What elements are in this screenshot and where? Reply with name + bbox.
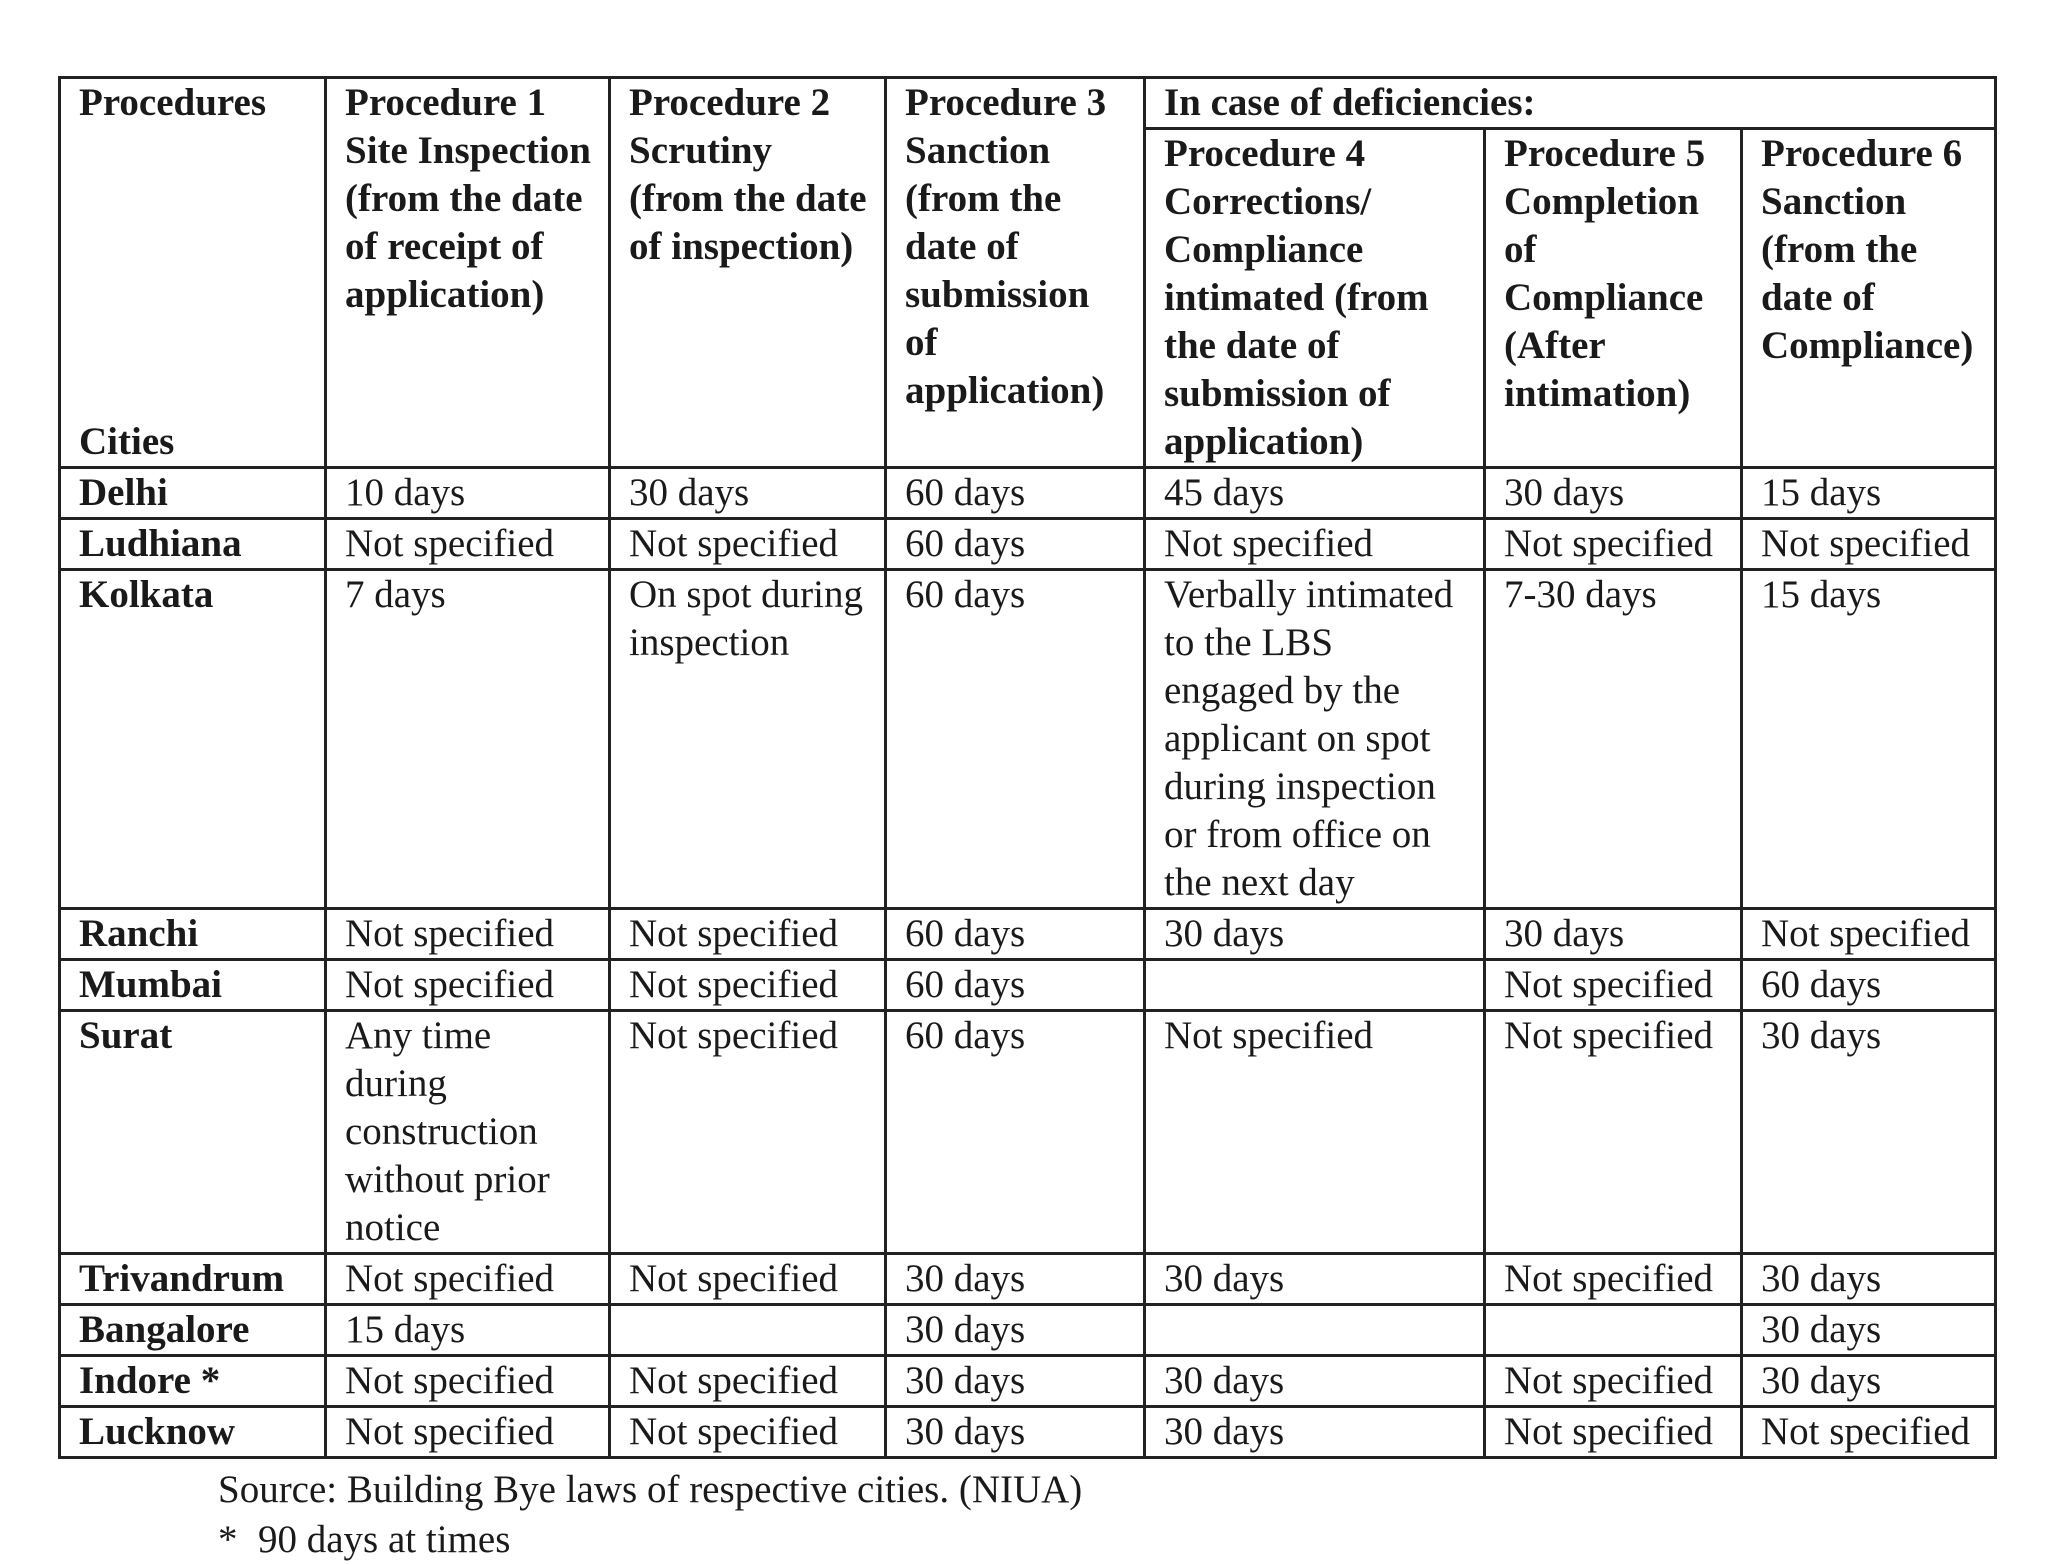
procedure-3-cell: 30 days (886, 1407, 1145, 1458)
source-note: Source: Building Bye laws of respective cities. (NIUA) (218, 1468, 1083, 1511)
procedure-4-cell: 30 days (1145, 909, 1485, 960)
procedure-6-cell: Not specified (1742, 519, 1996, 570)
city-cell: Lucknow (60, 1407, 326, 1458)
procedure-2-cell: Not specified (610, 960, 886, 1011)
procedure-4-cell: 45 days (1145, 468, 1485, 519)
procedure-3-cell: 60 days (886, 909, 1145, 960)
document (58, 76, 1994, 1565)
procedure-6-cell: 30 days (1742, 1305, 1996, 1356)
procedure-5-cell: Not specified (1485, 1254, 1742, 1305)
table-row (60, 1305, 1996, 1356)
procedure-3-cell: 30 days (886, 1254, 1145, 1305)
procedure-1-cell: Not specified (326, 960, 610, 1011)
column-header-procedure-3: Procedure 3 Sanction (from the date of submission of application) (886, 78, 1145, 468)
column-header-procedure-4: Procedure 4 Corrections/ Compliance intimated (from the date of submission of application) (1145, 129, 1485, 468)
procedure-4-cell: Not specified (1145, 519, 1485, 570)
table-body (60, 468, 1996, 1458)
procedure-3-cell: 60 days (886, 468, 1145, 519)
procedure-1-cell: 10 days (326, 468, 610, 519)
procedure-5-cell: Not specified (1485, 519, 1742, 570)
procedure-6-cell: 30 days (1742, 1011, 1996, 1254)
city-cell: Mumbai (60, 960, 326, 1011)
procedure-1-cell: Not specified (326, 1407, 610, 1458)
column-header-procedure-5: Procedure 5 Completion of Compliance (After intimation) (1485, 129, 1742, 468)
procedure-3-cell: 60 days (886, 960, 1145, 1011)
table-notes (218, 1465, 1994, 1565)
procedure-5-cell: 7-30 days (1485, 570, 1742, 909)
procedure-5-cell: Not specified (1485, 1407, 1742, 1458)
procedure-1-cell: Not specified (326, 909, 610, 960)
procedure-3-cell: 60 days (886, 570, 1145, 909)
city-cell: Surat (60, 1011, 326, 1254)
city-cell: Indore * (60, 1356, 326, 1407)
procedure-4-cell (1145, 1305, 1485, 1356)
city-cell: Bangalore (60, 1305, 326, 1356)
procedure-5-cell: 30 days (1485, 468, 1742, 519)
procedure-5-cell: Not specified (1485, 1011, 1742, 1254)
procedure-4-cell: 30 days (1145, 1356, 1485, 1407)
table-row (60, 1254, 1996, 1305)
procedure-3-cell: 30 days (886, 1356, 1145, 1407)
procedure-5-cell (1485, 1305, 1742, 1356)
procedure-6-cell: 30 days (1742, 1254, 1996, 1305)
procedure-4-cell: Not specified (1145, 1011, 1485, 1254)
procedure-1-cell: Not specified (326, 519, 610, 570)
procedure-2-cell: Not specified (610, 909, 886, 960)
procedure-5-cell: Not specified (1485, 1356, 1742, 1407)
table-row (60, 960, 1996, 1011)
procedure-6-cell: Not specified (1742, 909, 1996, 960)
procedure-6-cell: 30 days (1742, 1356, 1996, 1407)
procedure-2-cell: 30 days (610, 468, 886, 519)
table-row (60, 909, 1996, 960)
procedure-2-cell: Not specified (610, 519, 886, 570)
procedure-5-cell: 30 days (1485, 909, 1742, 960)
table-row (60, 519, 1996, 570)
city-cell: Kolkata (60, 570, 326, 909)
city-cell: Ludhiana (60, 519, 326, 570)
procedure-6-cell: 15 days (1742, 468, 1996, 519)
procedure-4-cell (1145, 960, 1485, 1011)
table-row (60, 1407, 1996, 1458)
procedure-1-cell: Not specified (326, 1356, 610, 1407)
deficiencies-group-header: In case of deficiencies: (1145, 78, 1996, 129)
table-row (60, 1356, 1996, 1407)
procedure-5-cell: Not specified (1485, 960, 1742, 1011)
procedure-2-cell: Not specified (610, 1407, 886, 1458)
column-header-procedure-6: Procedure 6 Sanction (from the date of Compliance) (1742, 129, 1996, 468)
procedure-4-cell: 30 days (1145, 1254, 1485, 1305)
table-row (60, 468, 1996, 519)
procedure-6-cell: Not specified (1742, 1407, 1996, 1458)
city-cell: Delhi (60, 468, 326, 519)
procedure-1-cell: 7 days (326, 570, 610, 909)
procedure-6-cell: 15 days (1742, 570, 1996, 909)
procedure-4-cell: 30 days (1145, 1407, 1485, 1458)
procedure-1-cell: Any time during construction without prior notice (326, 1011, 610, 1254)
city-cell: Trivandrum (60, 1254, 326, 1305)
procedure-3-cell: 30 days (886, 1305, 1145, 1356)
procedure-1-cell: Not specified (326, 1254, 610, 1305)
corner-procedures-label: Procedures (79, 81, 267, 124)
procedure-3-cell: 60 days (886, 1011, 1145, 1254)
city-cell: Ranchi (60, 909, 326, 960)
footnote-marker: * (218, 1518, 238, 1561)
table-row (60, 1011, 1996, 1254)
column-header-procedure-1: Procedure 1 Site Inspection (from the date of receipt of application) (326, 78, 610, 468)
header-row-1 (60, 78, 1996, 129)
footnote-text: 90 days at times (258, 1518, 511, 1561)
procedure-2-cell: Not specified (610, 1254, 886, 1305)
procedure-2-cell: Not specified (610, 1356, 886, 1407)
procedure-1-cell: 15 days (326, 1305, 610, 1356)
procedure-3-cell: 60 days (886, 519, 1145, 570)
procedure-2-cell: Not specified (610, 1011, 886, 1254)
table-row (60, 570, 1996, 909)
procedure-6-cell: 60 days (1742, 960, 1996, 1011)
column-header-procedure-2: Procedure 2 Scrutiny (from the date of inspection) (610, 78, 886, 468)
procedure-2-cell (610, 1305, 886, 1356)
procedure-2-cell: On spot during inspection (610, 570, 886, 909)
procedures-table (58, 76, 1997, 1459)
corner-cities-label: Cities (79, 420, 175, 463)
corner-header (60, 78, 326, 468)
footnote (218, 1515, 1994, 1565)
procedure-4-cell: Verbally intimated to the LBS engaged by the applicant on spot during inspection or from office on the next day (1145, 570, 1485, 909)
